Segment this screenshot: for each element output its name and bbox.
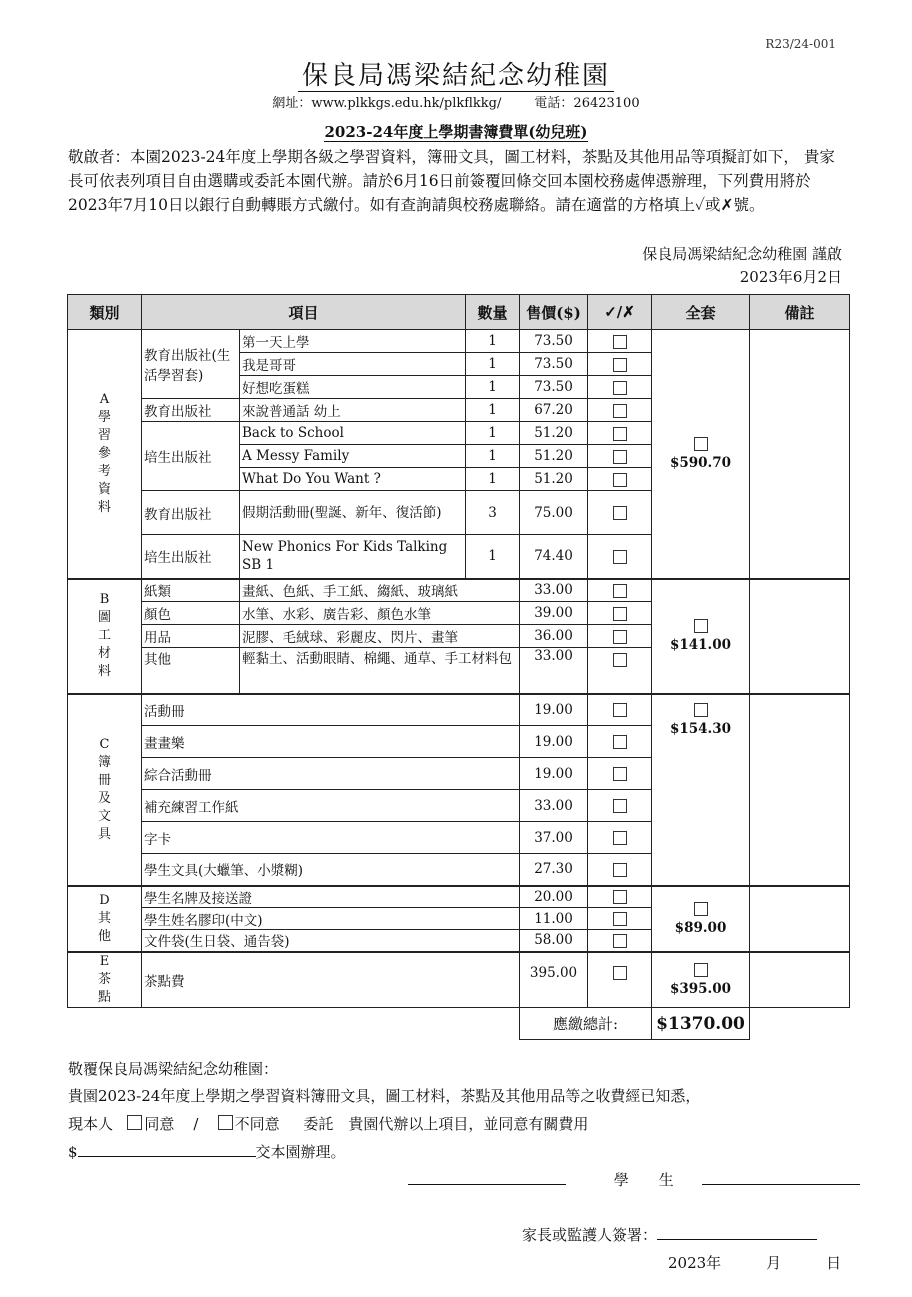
publisher: 培生出版社 (142, 535, 240, 579)
signoff-from: 保良局馮梁結紀念幼稚園 謹啟 (642, 245, 842, 263)
header-full-set: 全套 (652, 295, 750, 330)
checkbox-icon (613, 934, 627, 948)
quantity: 1 (466, 353, 520, 376)
price: 33.00 (520, 790, 588, 822)
price: 67.20 (520, 399, 588, 422)
quantity: 1 (466, 535, 520, 579)
reply-line-3 (68, 1141, 346, 1162)
publisher: 教育出版社 (142, 399, 240, 422)
checkbox-icon (694, 619, 708, 633)
item-checkbox[interactable] (588, 399, 652, 422)
publisher: 教育出版社 (142, 491, 240, 535)
item-name: 畫紙、色紙、手工紙、縐紙、玻璃紙 (240, 579, 520, 602)
item-name: 茶點費 (142, 952, 520, 1008)
header-price: 售價($) (520, 295, 588, 330)
group-b-full-set[interactable] (652, 579, 750, 694)
price: 33.00 (520, 648, 588, 694)
price: 58.00 (520, 930, 588, 952)
group-e-label: E茶點 (68, 952, 142, 1008)
header-qty: 數量 (466, 295, 520, 330)
item-checkbox[interactable] (588, 952, 652, 1008)
checkbox-icon (613, 335, 627, 349)
item-name: 水筆、水彩、廣告彩、顏色水筆 (240, 602, 520, 625)
price: 36.00 (520, 625, 588, 648)
item-checkbox[interactable] (588, 445, 652, 468)
checkbox-icon (694, 963, 708, 977)
student-row (408, 1168, 860, 1190)
reply-line-1: 貴園2023-24年度上學期之學習資料簿冊文具，圖工材料，茶點及其他用品等之收費經已知悉， (68, 1087, 701, 1105)
item-checkbox[interactable] (588, 758, 652, 790)
table-row (68, 694, 850, 726)
checkbox-icon (613, 767, 627, 781)
item-checkbox[interactable] (588, 579, 652, 602)
price: 51.20 (520, 468, 588, 491)
group-c-remarks (750, 694, 850, 886)
price: 73.50 (520, 376, 588, 399)
checkbox-icon (613, 653, 627, 667)
table-row (68, 886, 850, 908)
signoff-date: 2023年6月2日 (739, 268, 842, 286)
checkbox-icon (613, 703, 627, 717)
item-checkbox[interactable] (588, 930, 652, 952)
group-d-full-set[interactable] (652, 886, 750, 952)
item-checkbox[interactable] (588, 854, 652, 886)
checkbox-icon (613, 506, 627, 520)
intro-paragraph: 敬啟者：本園2023-24年度上學期各級之學習資料，簿冊文具，圖工材料，茶點及其他用品等項擬訂如下， 貴家長可依表列項目自由選購或委託本園代辦。請於6月16日前簽覆回條交回本園校務處俾憑辦理，下列費用將於2023年7月10日以銀行自動轉賬方式繳付。如有查詢請與校務處聯絡。請在適當的方格填上✓或✗號。 (68, 148, 835, 214)
item-checkbox[interactable] (588, 535, 652, 579)
price: 11.00 (520, 908, 588, 930)
item-name: 畫畫樂 (142, 726, 520, 758)
group-a-total: $590.70 (669, 454, 732, 471)
table-row (68, 330, 850, 353)
item-checkbox[interactable] (588, 422, 652, 445)
checkbox-icon (613, 404, 627, 418)
item-name: Back to School (240, 422, 466, 445)
price: 51.20 (520, 445, 588, 468)
item-name: 輕黏土、活動眼睛、棉繩、通草、手工材料包 (240, 648, 520, 694)
group-e-total: $395.00 (669, 980, 732, 997)
reply-date: 2023年 月 日 (668, 1254, 842, 1272)
group-b-label: B圖工材料 (68, 579, 142, 694)
publisher: 教育出版社(生活學習套) (142, 330, 240, 399)
form-title (0, 121, 912, 142)
quantity: 3 (466, 491, 520, 535)
item-name: 學生文具(大蠟筆、小漿糊) (142, 854, 520, 886)
material-type: 顏色 (142, 602, 240, 625)
item-name: What Do You Want ? (240, 468, 466, 491)
item-checkbox[interactable] (588, 468, 652, 491)
item-name: 第一天上學 (240, 330, 466, 353)
quantity: 1 (466, 399, 520, 422)
reply-line-3-text: 交本園辦理。 (255, 1143, 346, 1161)
group-d-remarks (750, 886, 850, 952)
checkbox-icon (613, 831, 627, 845)
item-checkbox[interactable] (588, 726, 652, 758)
group-e-remarks (750, 952, 850, 1008)
total-row (68, 1008, 850, 1040)
checkbox-icon (613, 912, 627, 926)
item-checkbox[interactable] (588, 790, 652, 822)
item-name: 字卡 (142, 822, 520, 854)
group-a-label: A學習參考資料 (68, 330, 142, 579)
checkbox-icon (613, 450, 627, 464)
price: 73.50 (520, 353, 588, 376)
group-a-remarks (750, 330, 850, 579)
item-checkbox[interactable] (588, 822, 652, 854)
item-name: 補充練習工作紙 (142, 790, 520, 822)
group-b-total: $141.00 (669, 637, 732, 653)
checkbox-icon (613, 607, 627, 621)
item-name: 我是哥哥 (240, 353, 466, 376)
total-value: $1370.00 (652, 1008, 750, 1040)
item-name: 活動冊 (142, 694, 520, 726)
item-name: 學生姓名膠印(中文) (142, 908, 520, 930)
checkbox-icon (613, 863, 627, 877)
price: 395.00 (520, 952, 588, 1008)
table-row (68, 579, 850, 602)
table-row (68, 952, 850, 1008)
price: 51.20 (520, 422, 588, 445)
item-name: 學生名牌及接送證 (142, 886, 520, 908)
header-category: 類別 (68, 295, 142, 330)
parent-signature-label: 家長或監護人簽署： (522, 1226, 658, 1244)
price: 37.00 (520, 822, 588, 854)
header-remarks: 備註 (750, 295, 850, 330)
price: 73.50 (520, 330, 588, 353)
header-item: 項目 (142, 295, 466, 330)
group-e-full-set[interactable] (652, 952, 750, 1008)
item-name: A Messy Family (240, 445, 466, 468)
total-remarks (750, 1008, 850, 1040)
student-name-field[interactable] (702, 1168, 860, 1185)
website: 網址：www.plkkgs.edu.hk/plkflkkg/ (272, 96, 502, 111)
parent-signature-field[interactable] (657, 1223, 817, 1240)
price: 33.00 (520, 579, 588, 602)
price: 39.00 (520, 602, 588, 625)
total-label: 應繳總計: (520, 1008, 652, 1040)
class-field[interactable] (408, 1168, 566, 1185)
material-type: 用品 (142, 625, 240, 648)
checkbox-icon (613, 890, 627, 904)
item-checkbox[interactable] (588, 625, 652, 648)
student-label: 學 生 (613, 1171, 674, 1189)
quantity: 1 (466, 422, 520, 445)
fee-table (67, 294, 850, 1040)
checkbox-icon (613, 427, 627, 441)
form-title-text: 2023-24年度上學期書簿費單(幼兒班) (324, 123, 588, 141)
school-title (0, 55, 912, 92)
material-type: 其他 (142, 648, 240, 694)
price: 20.00 (520, 886, 588, 908)
checkbox-icon (694, 703, 708, 717)
group-c-full-set[interactable] (652, 694, 750, 886)
item-name: 好想吃蛋糕 (240, 376, 466, 399)
checkbox-icon (694, 902, 708, 916)
item-checkbox[interactable] (588, 330, 652, 353)
checkbox-icon (613, 630, 627, 644)
item-checkbox[interactable] (588, 353, 652, 376)
item-name: 來說普通話 幼上 (240, 399, 466, 422)
signature-row (522, 1223, 817, 1245)
checkbox-icon (613, 381, 627, 395)
price: 75.00 (520, 491, 588, 535)
publisher: 培生出版社 (142, 422, 240, 491)
item-name: New Phonics For Kids Talking SB 1 (240, 535, 466, 579)
agree-checkbox[interactable] (127, 1115, 142, 1130)
reply-line-2 (68, 1113, 588, 1134)
contact-line (0, 92, 912, 111)
quantity: 1 (466, 445, 520, 468)
total-spacer (68, 1008, 520, 1040)
price: 74.40 (520, 535, 588, 579)
item-checkbox[interactable] (588, 648, 652, 694)
agree-label: 同意 (144, 1115, 175, 1133)
checkbox-icon (613, 358, 627, 372)
price: 19.00 (520, 758, 588, 790)
reply-addressee: 敬覆保良局馮梁結紀念幼稚園： (68, 1060, 279, 1078)
school-name: 保良局馮梁結紀念幼稚園 (298, 61, 614, 92)
checkbox-icon (613, 735, 627, 749)
disagree-label: 不同意 (234, 1115, 280, 1133)
quantity: 1 (466, 376, 520, 399)
checkbox-icon (613, 799, 627, 813)
price: 27.30 (520, 854, 588, 886)
reference-number: R23/24-001 (765, 37, 836, 51)
group-c-label: C簿冊及文具 (68, 694, 142, 886)
slash: / (193, 1115, 199, 1133)
item-checkbox[interactable] (588, 908, 652, 930)
checkbox-icon (613, 473, 627, 487)
checkbox-icon (613, 584, 627, 598)
price: 19.00 (520, 694, 588, 726)
material-type: 紙類 (142, 579, 240, 602)
item-name: 泥膠、毛絨球、彩麗皮、閃片、畫筆 (240, 625, 520, 648)
header-check: ✓/✗ (588, 295, 652, 330)
reply-line-2-suffix: 委託 貴園代辦以上項目，並同意有關費用 (303, 1115, 589, 1133)
quantity: 1 (466, 468, 520, 491)
item-name: 文件袋(生日袋、通告袋) (142, 930, 520, 952)
item-name: 綜合活動冊 (142, 758, 520, 790)
item-checkbox[interactable] (588, 491, 652, 535)
quantity: 1 (466, 330, 520, 353)
price: 19.00 (520, 726, 588, 758)
group-c-total: $154.30 (669, 720, 732, 737)
reply-line-2-prefix: 現本人 (68, 1115, 114, 1133)
checkbox-icon (613, 966, 627, 980)
amount-field[interactable] (78, 1142, 256, 1157)
disagree-checkbox[interactable] (218, 1115, 233, 1130)
item-checkbox[interactable] (588, 886, 652, 908)
dollar-sign: $ (68, 1143, 78, 1161)
checkbox-icon (613, 550, 627, 564)
group-d-total: $89.00 (674, 919, 727, 936)
item-checkbox[interactable] (588, 602, 652, 625)
item-checkbox[interactable] (588, 694, 652, 726)
item-name: 假期活動冊(聖誕、新年、復活節) (240, 491, 466, 535)
group-b-remarks (750, 579, 850, 694)
phone: 電話：26423100 (534, 96, 640, 111)
item-checkbox[interactable] (588, 376, 652, 399)
checkbox-icon (694, 437, 708, 451)
group-d-label: D其他 (68, 886, 142, 952)
table-header-row (68, 295, 850, 330)
group-a-full-set[interactable] (652, 330, 750, 579)
